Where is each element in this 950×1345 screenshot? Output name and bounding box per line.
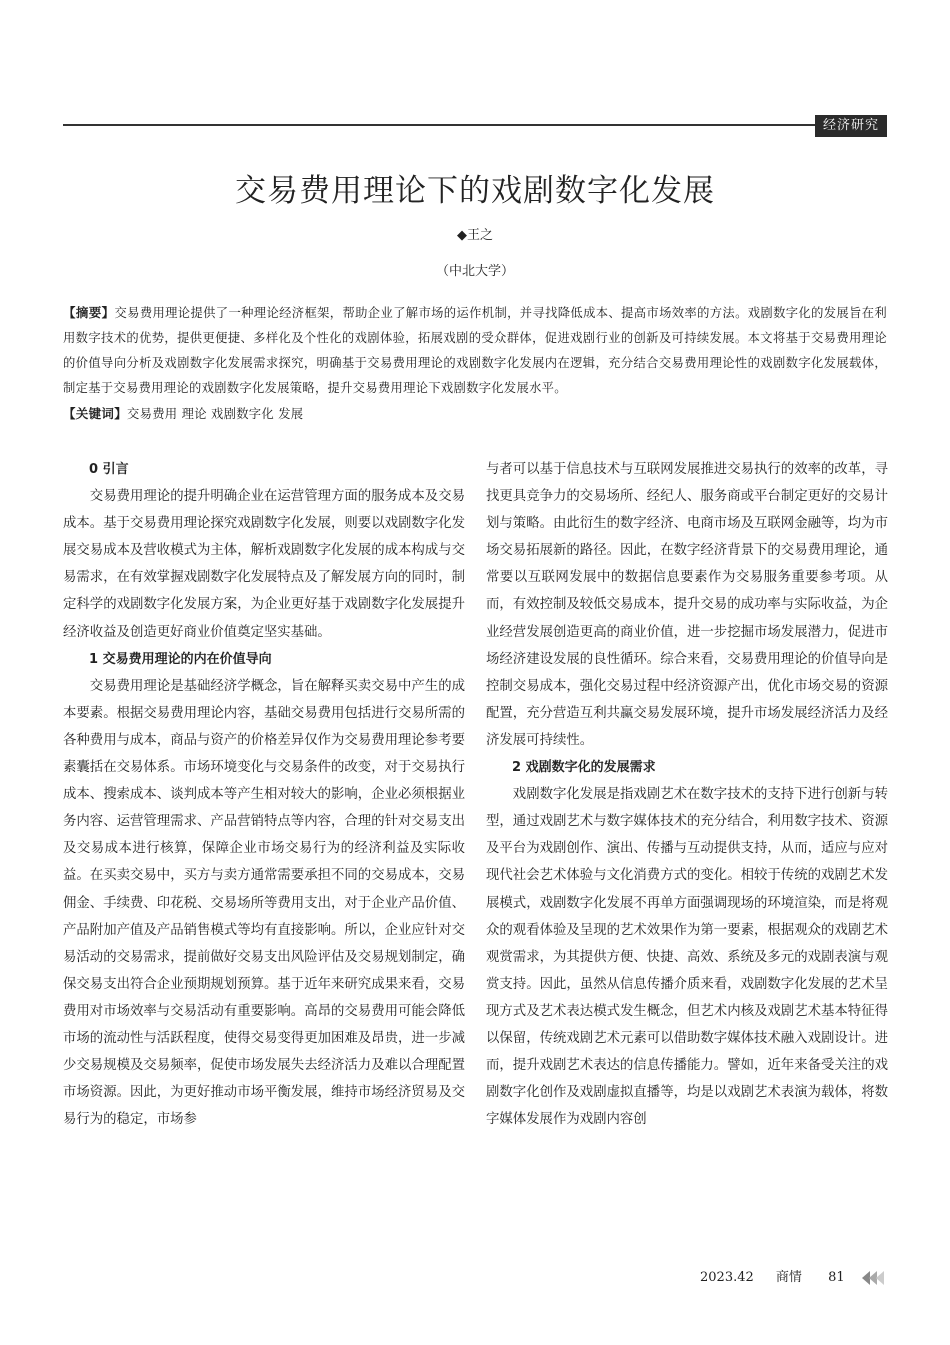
section-tag: 经济研究 (815, 115, 887, 137)
journal-name: 商情 (775, 1270, 802, 1285)
paragraph: 交易费用理论是基础经济学概念，旨在解释买卖交易中产生的成本要素。根据交易费用理论内容，基础交易费用包括进行交易所需的各种费用与成本，商品与资产的价格差异仅作为交易费用理论参考要素囊括在交易体系。市场环境变化与交易条件的改变，对于交易执行成本、搜索成本、谈判成本等产生相对较大的影响，企业必须根据业务内容、运营管理需求、产品营销特点等内容，合理的针对交易支出及交易成本进行核算，保障企业市场交易行为的经济利益及实际收益。在买卖交易中，买方与卖方通常需要承担不同的交易成本，交易佣金、手续费、印花税、交易场所等费用支出，对于企业产品价值、产品附加产值及产品销售模式等均有直接影响。所以，企业应针对交易活动的交易需求，提前做好交易支出风险评估及交易规划制定，确保交易支出符合企业预期规划预算。基于近年来研究成果来看，交易费用对市场效率与交易活动有重要影响。高昂的交易费用可能会降低市场的流动性与活跃程度，使得交易变得更加困难及昂贵，进一步减少交易规模及交易频率，促使市场发展失去经济活力及难以合理配置市场资源。因此，为更好推动市场平衡发展，维持市场经济贸易及交易行为的稳定，市场参 (63, 678, 465, 1128)
page-number: 81 (828, 1270, 845, 1285)
affiliation: （中北大学） (435, 264, 514, 279)
abstract (63, 300, 887, 401)
keywords-text: 交易费用 理论 戏剧数字化 发展 (127, 407, 304, 421)
keywords (63, 401, 887, 427)
paragraph-continued: 与者可以基于信息技术与互联网发展推进交易执行的效率的改革，寻找更具竞争力的交易场所、经纪人、服务商或平台制定更好的交易计划与策略。由此衍生的数字经济、电商市场及互联网金融等，均为市场交易拓展新的路径。因此，在数字经济背景下的交易费用理论，通常要以互联网发展中的数据信息要素作为交易服务重要参考项。从而，有效控制及较低交易成本，提升交易的成功率与实际收益，为企业经营发展创造更高的商业价值，进一步挖掘市场发展潜力，促进市场经济建设发展的良性循环。综合来看，交易费用理论的价值导向是控制交易成本，强化交易过程中经济资源产出，优化市场交易的资源配置，充分营造互利共赢交易发展环境，提升市场发展经济活力及经济发展可持续性。 (486, 462, 888, 748)
abstract-text: 交易费用理论提供了一种理论经济框架，帮助企业了解市场的运作机制，并寻找降低成本、提高市场效率的方法。戏剧数字化的发展旨在利用数字技术的优势，提供更便捷、多样化及个性化的戏剧体验，拓展戏剧的受众群体，促进戏剧行业的创新及可持续发展。本文将基于交易费用理论的价值导向分析及戏剧数字化发展需求探究，明确基于交易费用理论的戏剧数字化发展内在逻辑，充分结合交易费用理论性的戏剧数字化发展载体，制定基于交易费用理论的戏剧数字化发展策略，提升交易费用理论下戏剧数字化发展水平。 (63, 306, 887, 395)
section-heading-intro: 0 引言 (89, 462, 129, 477)
left-column (63, 456, 465, 1133)
right-column (486, 456, 888, 1133)
page-footer (700, 1268, 890, 1288)
paragraph: 戏剧数字化发展是指戏剧艺术在数字技术的支持下进行创新与转型，通过戏剧艺术与数字媒体技术的充分结合，利用数字技术、资源及平台为戏剧创作、演出、传播与互动提供支持，从而，适应与应对现代社会艺术体验与文化消费方式的变化。相较于传统的戏剧艺术发展模式，戏剧数字化发展不再单方面强调现场的环境渲染，而是将观众的观看体验及呈现的艺术效果作为第一要素，根据观众的戏剧艺术观赏需求，为其提供方便、快捷、高效、系统及多元的戏剧表演与观赏支持。因此，虽然从信息传播介质来看，戏剧数字化发展的艺术呈现方式及艺术表达模式发生概念，但艺术内核及戏剧艺术基本特征得以保留，传统戏剧艺术元素可以借助数字媒体技术融入戏剧设计。进而，提升戏剧艺术表达的信息传播能力。譬如，近年来备受关注的戏剧数字化创作及戏剧虚拟直播等，均是以戏剧艺术表演为载体，将数字媒体发展作为戏剧内容创 (486, 787, 888, 1128)
section-heading-2: 2 戏剧数字化的发展需求 (512, 760, 656, 776)
section-heading-1: 1 交易费用理论的内在价值导向 (89, 651, 272, 667)
issue-number: 2023.42 (700, 1270, 754, 1285)
page-arrows-icon (862, 1271, 886, 1285)
author: ◆王之 (457, 228, 493, 243)
abstract-block (63, 300, 887, 427)
abstract-label: 【摘要】 (63, 305, 115, 320)
header-rule (63, 124, 815, 126)
paragraph: 交易费用理论的提升明确企业在运营管理方面的服务成本及交易成本。基于交易费用理论探究戏剧数字化发展，则要以戏剧数字化发展交易成本及营收模式为主体，解析戏剧数字化发展的成本构成与交易需求，在有效掌握戏剧数字化发展特点及了解发展方向的同时，制定科学的戏剧数字化发展方案，为企业更好基于戏剧数字化发展提升经济收益及创造更好商业价值奠定坚实基础。 (63, 489, 465, 640)
article-title: 交易费用理论下的戏剧数字化发展 (235, 173, 715, 209)
keywords-label: 【关键词】 (63, 406, 128, 421)
